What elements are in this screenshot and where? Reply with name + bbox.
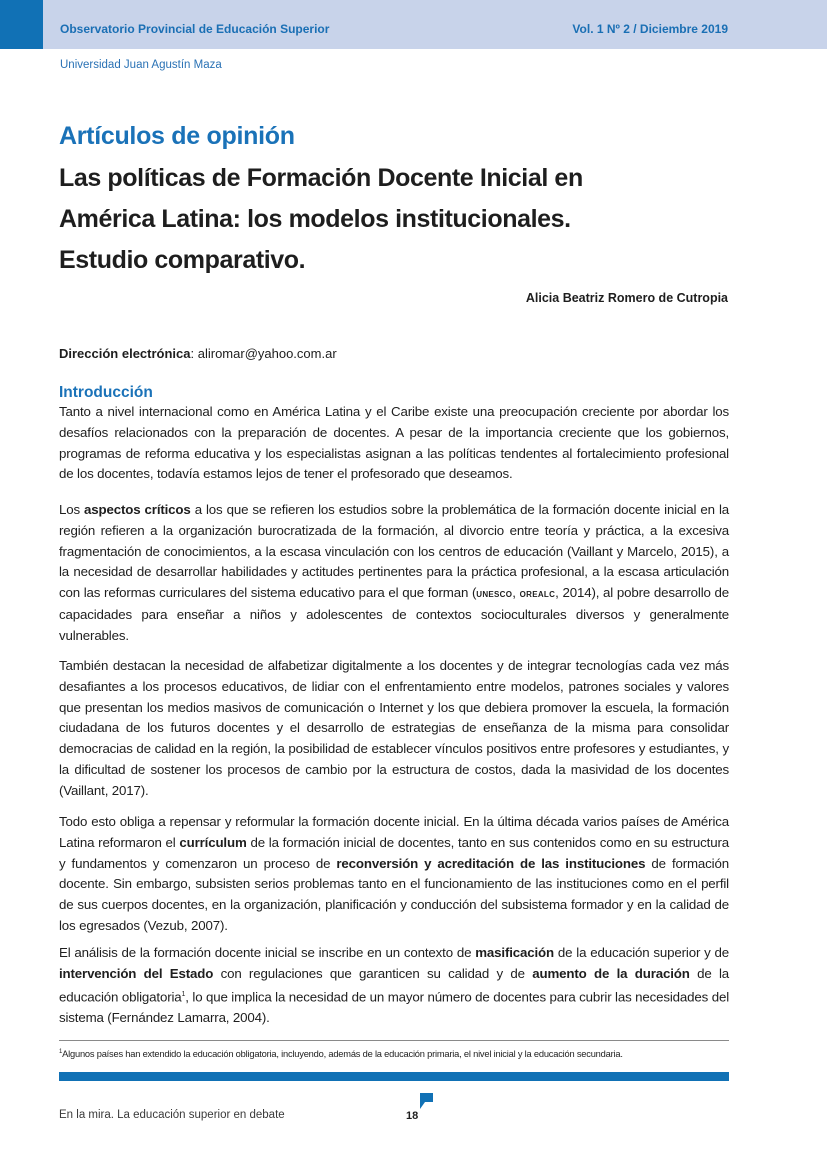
text-run: Los <box>59 502 85 517</box>
footnote <box>59 1049 623 1059</box>
paragraph-4 <box>59 812 729 937</box>
text-run: , lo que implica la necesidad de un mayor número de docentes para cubrir las necesidades del sistema (Fernández Lamarra, 2004). <box>59 989 729 1025</box>
email-line <box>59 346 337 361</box>
publication-name: Observatorio Provincial de Educación Superior <box>60 22 330 36</box>
article-title <box>59 158 759 281</box>
text-run: a los que se refieren los estudios sobre la problemática de la formación docente inicial en la región refieren a la organización burocratizada de la formación, al divorcio entre teoría y práctica, a la excesiva fragmentación de conocimientos, a la escasa vinculación con los centros de educación (Vaillant y Marcelo, 2015), a la necesidad de desarrollar habilidades y actitudes pertinentes para la práctica profesional, a la escasa articulación con las reformas curriculares del sistema educativo para el que forman ( <box>59 502 729 601</box>
acronym: orealc <box>519 588 556 601</box>
section-title: Artículos de opinión <box>59 122 295 150</box>
email-separator: : <box>190 346 198 361</box>
paragraph-5 <box>59 943 729 1029</box>
issue-info: Vol. 1 Nº 2 / Diciembre 2019 <box>572 22 728 36</box>
university-name: Universidad Juan Agustín Maza <box>60 59 222 71</box>
header-accent-block <box>0 0 43 49</box>
author-name: Alicia Beatriz Romero de Cutropia <box>525 291 728 305</box>
page-number: 18 <box>406 1110 419 1122</box>
footnote-divider <box>59 1040 729 1041</box>
bold-term: masificación <box>475 945 554 960</box>
journal-name: En la mira. La educación superior en debate <box>59 1109 285 1121</box>
title-line: América Latina: los modelos institucionales. <box>59 205 571 233</box>
bold-term: reconversión y acreditación de las instituciones <box>336 855 646 871</box>
text-run: con regulaciones que garanticen su calidad y de <box>213 965 533 981</box>
flag-icon <box>418 1092 434 1110</box>
text-run: de formación docente. Sin embargo, subsisten serios problemas tanto en el funcionamiento de las instituciones como en el perfil de sus cuerpos docentes, en la organización, planificación y conducción del subsistema formador y en la calidad de los egresados (Vezub, 2007). <box>59 855 729 933</box>
text-run: , 2014), al pobre desarrollo de capacidades para enseñar a niños y adolescentes de contextos socioculturales diversos y generalmente vulnerables. <box>59 585 729 643</box>
footnote-marker: 1 <box>59 1049 63 1055</box>
text-run: de la formación inicial de docentes, tanto en sus contenidos como en su estructura y fundamentos y comenzaron un proceso de <box>59 834 729 871</box>
footnote-ref[interactable]: 1 <box>181 990 186 998</box>
text-run: de la educación superior y de <box>554 945 730 960</box>
title-line: Estudio comparativo. <box>59 246 306 274</box>
text-run: Todo esto obliga a repensar y reformular la formación docente inicial. En la última década varios países de América Latina reformaron el <box>59 814 729 850</box>
bold-term: aspectos críticos <box>84 502 191 517</box>
bold-term: currículum <box>179 834 247 850</box>
title-line: Las políticas de Formación Docente Inicial en <box>59 164 583 192</box>
email-address[interactable]: aliromar@yahoo.com.ar <box>197 346 337 361</box>
text-run: , <box>512 585 520 601</box>
footer-accent-bar <box>59 1072 729 1081</box>
text-run: de la educación obligatoria <box>59 965 729 1005</box>
email-label: Dirección electrónica <box>59 346 191 361</box>
bold-term: intervención del Estado <box>59 965 214 981</box>
paragraph-2 <box>59 500 729 647</box>
bold-term: aumento de la duración <box>532 965 690 981</box>
acronym: unesco <box>476 588 513 601</box>
paragraph-1: Tanto a nivel internacional como en América Latina y el Caribe existe una preocupación creciente por abordar los desafíos relacionados con la preparación de docentes. A pesar de la importancia creciente que los gobiernos, programas de reforma educativa y los especialistas asignan a las políticas tendentes al fortalecimiento profesional de los docentes, todavía estamos lejos de tener el profesorado que deseamos. <box>59 404 729 482</box>
footnote-text: Algunos países han extendido la educación obligatoria, incluyendo, además de la educación primaria, el nivel inicial y la educación secundaria. <box>62 1049 623 1060</box>
paragraph-3: También destacan la necesidad de alfabetizar digitalmente a los docentes y de integrar tecnologías cada vez más desafiantes a los procesos educativos, de lidiar con el enfrentamiento entre modelos, patrones sociales y valores que presentan los medios masivos de comunicación o Internet y los que debiera promover la escuela, la formación ciudadana de los futuros docentes y el desarrollo de estrategias de enseñanza de la misma para consolidar democracias de calidad en la región, la posibilidad de establecer vínculos positivos entre profesores y estudiantes, y la dificultad de sostener los procesos de cambio por la estructura de costos, dada la masividad de los docentes (Vaillant, 2017). <box>59 658 729 798</box>
text-run: El análisis de la formación docente inicial se inscribe en un contexto de <box>59 945 476 960</box>
intro-heading: Introducción <box>59 384 153 401</box>
